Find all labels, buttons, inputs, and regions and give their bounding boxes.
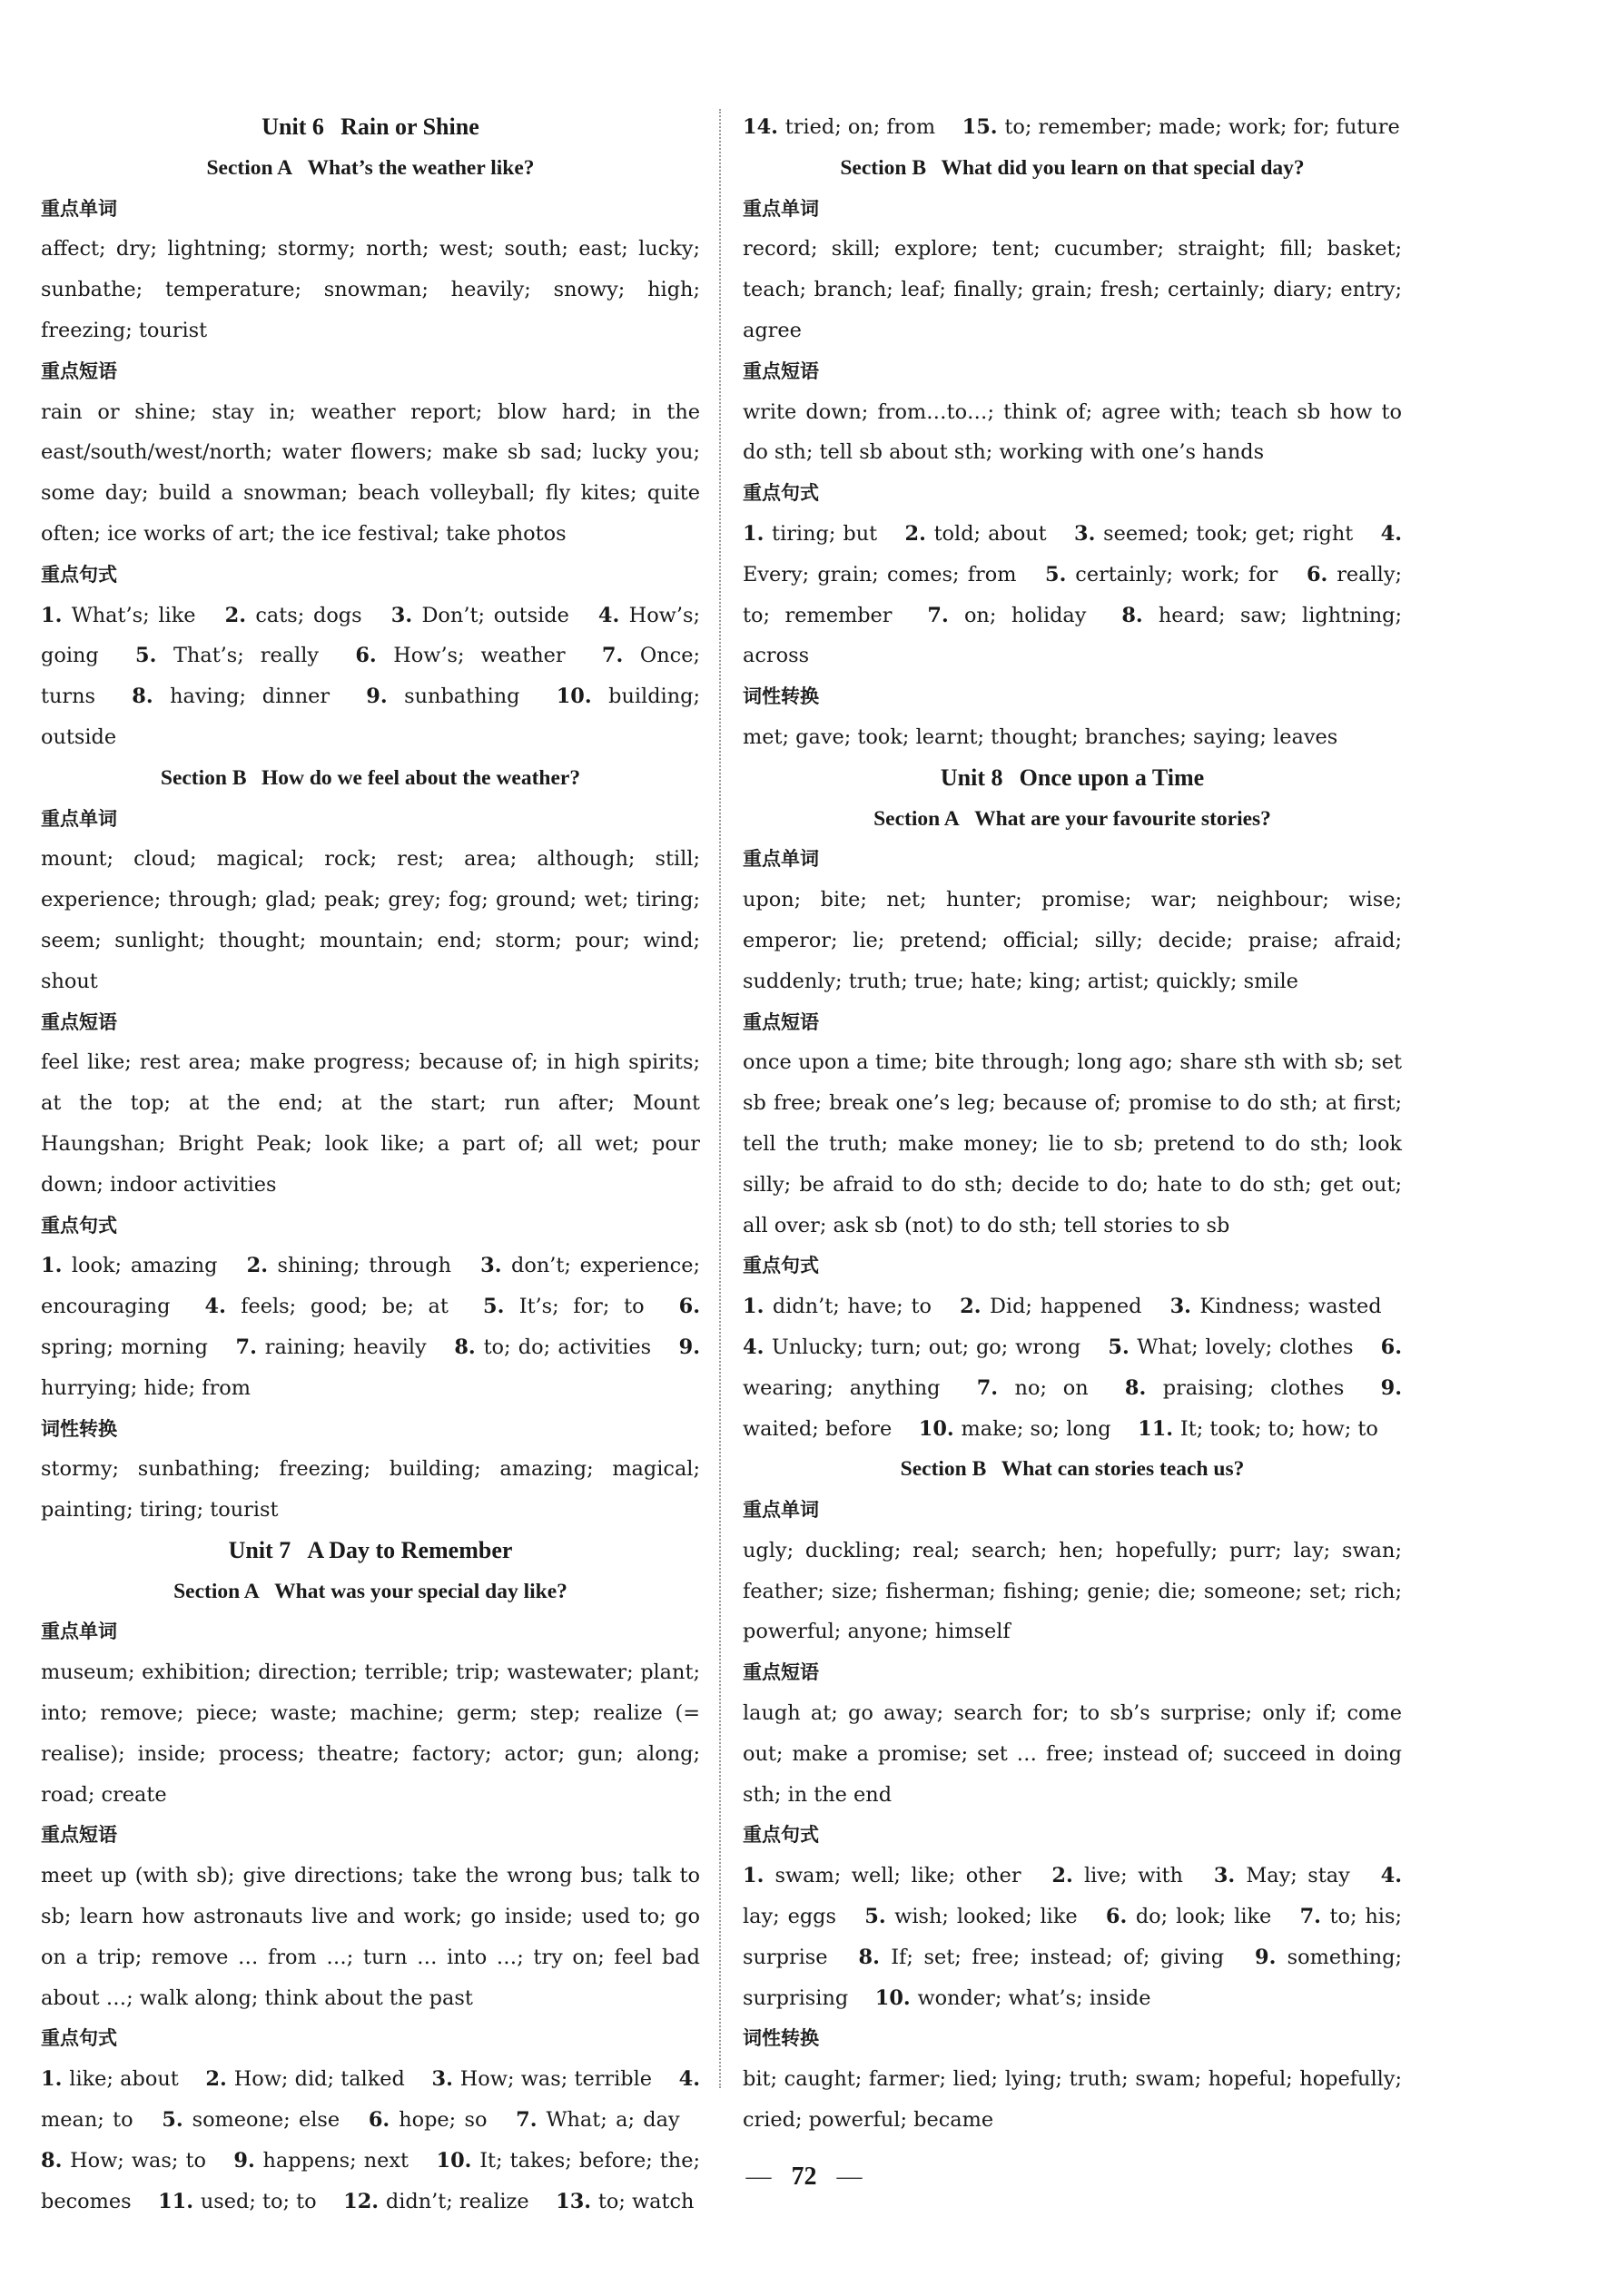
sentence-answer [236,1335,427,1359]
sentence-answer-text: If; set; free; instead; of; giving [891,1945,1225,1969]
sentence-answer-number: 6. [1105,1905,1136,1929]
sentence-answer-number: 5. [162,2108,192,2133]
sentence-answer [743,1335,1080,1359]
sentence-answer-text: tried; on; from [784,115,936,139]
sentence-answer-number: 5. [482,1295,519,1319]
sentence-answer-text: seemed; took; get; right [1103,521,1354,546]
sentence-answer-number: 3. [1169,1295,1200,1319]
sentence-answer [162,2108,340,2132]
key-sentences-list [41,2059,700,2222]
word-conversion-label: 词性转换 [743,2027,819,2050]
key-phrases-text: meet up (with sb); give directions; take the wrong bus; talk to sb; learn how astronauts live and work; go inside; used to; go on a trip; remove … from …; turn … into …; try on; feel bad about …; walk along; think about the past [41,1864,700,2010]
sentence-answer-number: 4. [678,2067,701,2092]
key-words-text: affect; dry; lightning; stormy; north; west; south; east; lucky; sunbathe; temperature; snowman; heavily; snowy; high; freezing; tourist [41,237,700,342]
unit-8-section-a-title: Section A What are your favourite stories? [873,806,1271,831]
sentence-answer-number: 9. [233,2148,263,2173]
sentence-answer-number: 7. [976,1375,1015,1400]
sentence-answer-number: 6. [368,2108,400,2133]
sentence-answer [1108,1335,1353,1359]
sentence-answer-number: 3. [480,1254,511,1278]
sentence-answer-text: no; on [1014,1375,1089,1400]
sentence-answer-number: 12. [343,2189,386,2213]
sentence-answer-number: 6. [1380,1335,1403,1359]
sentence-answer-text: Unlucky; turn; out; go; wrong [771,1335,1081,1359]
sentence-answer [41,2067,179,2091]
sentence-answer-text: like; about [69,2067,179,2092]
sentence-answer [1214,1864,1350,1887]
left-column [41,107,700,2222]
sentence-answer-text: didn’t; have; to [772,1295,932,1319]
key-phrases-label: 重点短语 [743,1010,819,1033]
sentence-answer-number: 6. [355,644,394,668]
sentence-answer [366,685,519,708]
sentence-answer [905,522,1047,546]
word-conversion-label: 词性转换 [41,1417,117,1440]
sentence-answer-number: 1. [743,1864,775,1888]
key-sentences-label: 重点句式 [743,1255,819,1277]
key-phrases-text: laugh at; go away; search for; to sb’s surprise; only if; come out; make a promise; set … free; instead of; succeed in doing sth; in the end [743,1701,1402,1807]
key-words-label: 重点单词 [41,807,117,830]
key-sentences-list-continued [743,107,1402,148]
sentence-answer [743,115,935,139]
key-words-label: 重点单词 [743,197,819,220]
sentence-answer [919,1417,1111,1441]
sentence-answer-number: 4. [1380,1864,1403,1888]
sentence-answer-number: 9. [1255,1945,1287,1969]
sentence-answer [205,2067,404,2091]
right-column [743,107,1402,2141]
key-phrases-label: 重点短语 [41,1824,117,1847]
key-words-text: museum; exhibition; direction; terrible; trip; wastewater; plant; into; remove; piece; waste; machine; germ; step; realize (= realise); inside; process; theatre; factory; actor; gun; along; road; create [41,1660,700,1807]
sentence-answer-text: to; do; activities [483,1335,652,1359]
sentence-answer [516,2108,679,2132]
sentence-answer-text: mean; to [41,2108,133,2133]
sentence-answer [1170,1295,1382,1318]
key-words-text: ugly; duckling; real; search; hen; hopefully; purr; lay; swan; feather; size; fisherman; fishing; genie; die; someone; set; rich; powerful; anyone; himself [743,1538,1402,1644]
sentence-answer-number: 2. [205,2067,234,2092]
sentence-answer [391,604,569,627]
column-divider [719,109,721,2088]
sentence-answer-text: live; with [1083,1864,1183,1888]
sentence-answer-text: How’s; going [41,603,700,668]
sentence-answer-number: 1. [743,521,773,546]
sentence-answer [977,1376,1089,1400]
unit-8-section-b-title: Section B What can stories teach us? [900,1457,1245,1482]
sentence-answer-number: 1. [41,1254,72,1278]
sentence-answer-text: didn’t; realize [385,2189,529,2213]
sentence-answer-number: 9. [678,1335,701,1359]
sentence-answer-text: Don’t; outside [421,603,569,627]
sentence-answer-text: happens; next [262,2148,409,2173]
key-sentences-label: 重点句式 [41,2027,117,2050]
word-conversion-label: 词性转换 [743,685,819,708]
sentence-answer [355,644,565,667]
sentence-answer-text: Once; turns [41,644,700,709]
sentence-answer [225,604,362,627]
sentence-answer-number: 7. [235,1335,265,1359]
sentence-answer [927,604,1086,627]
sentence-answer-number: 3. [1074,521,1104,546]
key-sentences-list [41,596,700,758]
sentence-answer-number: 8. [1124,1375,1163,1400]
sentence-answer-number: 8. [454,1335,484,1359]
sentence-answer [556,2190,694,2213]
sentence-answer [875,1986,1151,2010]
sentence-answer-number: 4. [1380,521,1402,546]
sentence-answer-number: 6. [678,1295,701,1319]
key-sentences-label: 重点句式 [41,563,117,586]
sentence-answer-text: something; surprising [743,1945,1402,2010]
sentence-answer-text: Every; grain; comes; from [743,562,1017,586]
key-words-label: 重点单词 [743,848,819,871]
sentence-answer-text: What’s; like [71,603,196,627]
word-conversion-text: bit; caught; farmer; lied; lying; truth; swam; hopeful; hopefully; cried; powerful; became [743,2067,1402,2133]
key-sentences-list [743,1856,1402,2018]
sentence-answer-number: 7. [1299,1905,1330,1929]
sentence-answer-number: 10. [918,1416,962,1441]
sentence-answer-text: wish; looked; like [894,1905,1078,1929]
sentence-answer-text: tiring; but [772,521,878,546]
unit-8-title: Unit 8 Once upon a Time [940,764,1205,791]
sentence-answer [962,115,1400,139]
sentence-answer-text: wonder; what’s; inside [917,1986,1151,2010]
sentence-answer-number: 15. [962,115,1005,139]
sentence-answer-text: feels; good; be; at [241,1295,449,1319]
sentence-answer-text: swam; well; like; other [774,1864,1021,1888]
unit-7-title: Unit 7 A Day to Remember [228,1536,513,1563]
sentence-answer-text: What; a; day [546,2108,680,2133]
sentence-answer-number: 3. [431,2067,460,2092]
sentence-answer-text: raining; heavily [264,1335,427,1359]
sentence-answer-number: 10. [556,685,609,709]
key-phrases-label: 重点短语 [743,360,819,382]
sentence-answer-text: praising; clothes [1162,1375,1345,1400]
sentence-answer-number: 2. [904,521,934,546]
key-phrases-label: 重点短语 [743,1661,819,1684]
sentence-answer-text: spring; morning [41,1335,208,1359]
sentence-answer-number: 7. [927,603,964,627]
sentence-answer-number: 2. [960,1295,990,1319]
sentence-answer [454,1335,651,1359]
sentence-answer-number: 2. [224,603,256,627]
sentence-answer-number: 8. [132,685,171,709]
sentence-answer-text: to; watch [597,2189,695,2213]
key-sentences-list [41,1246,700,1408]
sentence-answer [158,2190,317,2213]
key-phrases-label: 重点短语 [41,360,117,382]
sentence-answer-text: used; to; to [200,2189,317,2213]
key-phrases-text: rain or shine; stay in; weather report; blow hard; in the east/south/west/north; water flowers; make sb sad; lucky you; some day; build a snowman; beach volleyball; fly kites; quite often; ice works of art; the ice festival; take photos [41,399,700,546]
sentence-answer [859,1946,1224,1969]
sentence-answer-number: 10. [436,2148,480,2173]
sentence-answer-number: 9. [366,685,405,709]
key-phrases-text: once upon a time; bite through; long ago; share sth with sb; set sb free; break one’s leg; because of; promise to do sth; at first; tell the truth; make money; lie to sb; pretend to do sth; look silly; be afraid to do sth; decide to do; hate to do sth; get out; all over; ask sb (not) to do sth; tell stories to sb [743,1050,1402,1237]
sentence-answer-text: look; amazing [71,1254,218,1278]
sentence-answer-number: 5. [1108,1335,1138,1359]
key-words-text: record; skill; explore; tent; cucumber; straight; fill; basket; teach; branch; leaf; finally; grain; fresh; certainly; diary; entry; agree [743,237,1402,342]
sentence-answer-text: don’t; experience; encouraging [41,1254,700,1319]
sentence-answer-number: 14. [743,115,785,139]
sentence-answer-number: 4. [204,1295,242,1319]
key-phrases-label: 重点短语 [41,1010,117,1033]
sentence-answer-text: waited; before [743,1416,893,1441]
sentence-answer-number: 4. [743,1335,772,1359]
sentence-answer-text: make; so; long [961,1416,1111,1441]
word-conversion-text: met; gave; took; learnt; thought; branches; saying; leaves [743,724,1338,749]
sentence-answer [1074,522,1353,546]
sentence-answer-text: It; took; to; how; to [1179,1416,1378,1441]
sentence-answer [743,1864,1021,1887]
sentence-answer [960,1295,1141,1318]
key-words-label: 重点单词 [743,1499,819,1522]
sentence-answer-number: 9. [1380,1375,1402,1400]
sentence-answer-number: 5. [1045,562,1076,586]
key-sentences-label: 重点句式 [41,1214,117,1237]
sentence-answer-text: What; lovely; clothes [1137,1335,1354,1359]
sentence-answer-text: Did; happened [989,1295,1142,1319]
unit-7-section-a-title: Section A What was your special day like? [173,1579,567,1603]
page-number: — 72 — [745,2163,863,2191]
key-sentences-label: 重点句式 [743,1824,819,1847]
sentence-answer-number: 3. [390,603,422,627]
sentence-answer-text: It’s; for; to [518,1295,645,1319]
sentence-answer-text: sunbathing [404,685,520,709]
sentence-answer-number: 13. [556,2189,598,2213]
sentence-answer [132,685,330,708]
key-phrases-text: write down; from…to…; think of; agree with; teach sb how to do sth; tell sb about sth; working with one’s hands [743,399,1402,465]
sentence-answer [247,1254,451,1277]
word-conversion-text: stormy; sunbathing; freezing; building; amazing; magical; painting; tiring; tourist [41,1457,700,1522]
key-sentences-list [743,514,1402,676]
sentence-answer-text: May; stay [1246,1864,1350,1888]
sentence-answer-text: Kindness; wasted [1199,1295,1382,1319]
sentence-answer-number: 11. [1138,1416,1180,1441]
sentence-answer-number: 4. [597,603,629,627]
sentence-answer-number: 6. [1306,562,1337,586]
sentence-answer-text: do; look; like [1135,1905,1272,1929]
sentence-answer-number: 1. [41,603,72,627]
sentence-answer-text: on; holiday [963,603,1087,627]
sentence-answer-text: heard; saw; lightning; across [743,603,1402,668]
sentence-answer-number: 2. [1051,1864,1084,1888]
sentence-answer [205,1295,449,1318]
key-words-text: upon; bite; net; hunter; promise; war; neighbour; wise; emperor; lie; pretend; official; silly; decide; praise; afraid; suddenly; truth; true; hate; king; artist; quickly; smile [743,888,1402,993]
sentence-answer [41,1254,217,1277]
unit-6-section-a-title: Section A What’s the weather like? [206,155,535,180]
sentence-answer [1051,1864,1183,1887]
sentence-answer-number: 5. [864,1905,895,1929]
sentence-answer-text: building; outside [41,685,701,749]
key-words-text: mount; cloud; magical; rock; rest; area; although; still; experience; through; glad; peak; grey; fog; ground; wet; tiring; seem; sunlight; thought; mountain; end; storm; pour; wind; shout [41,847,700,993]
sentence-answer-text: told; about [933,521,1047,546]
sentence-answer-number: 7. [516,2108,547,2133]
sentence-answer-text: shining; through [277,1254,451,1278]
sentence-answer [432,2067,653,2091]
unit-6-title: Unit 6 Rain or Shine [261,113,479,140]
sentence-answer [1138,1417,1378,1441]
sentence-answer-text: How; did; talked [233,2067,405,2092]
sentence-answer-text: to; his; surprise [743,1905,1403,1969]
sentence-answer-number: 8. [858,1945,892,1969]
unit-6-section-b-title: Section B How do we feel about the weather? [160,765,581,790]
sentence-answer-text: lay; eggs [743,1905,836,1929]
sentence-answer [1045,563,1278,586]
sentence-answer-text: having; dinner [170,685,330,709]
sentence-answer-text: to; remember; made; work; for; future [1004,115,1400,139]
sentence-answer [1125,1376,1345,1400]
sentence-answer-number: 1. [743,1295,773,1319]
sentence-answer-number: 8. [41,2148,71,2173]
sentence-answer-text: cats; dogs [255,603,362,627]
key-phrases-text: feel like; rest area; make progress; because of; in high spirits; at the top; at the end; at the start; run after; Mount Haungshan; Bright Peak; look like; a part of; all wet; pour down; indoor activities [41,1050,700,1197]
sentence-answer [369,2108,488,2132]
sentence-answer [343,2190,528,2213]
sentence-answer-text: It; takes; before; the; becomes [41,2148,701,2213]
sentence-answer-text: really; to; remember [743,562,1403,627]
sentence-answer [41,604,196,627]
sentence-answer [743,1295,932,1318]
page-number-dash-right: — [836,2163,863,2191]
sentence-answer-number: 11. [158,2189,201,2213]
unit-7-section-b-title: Section B What did you learn on that special day? [840,155,1305,180]
sentence-answer-text: hope; so [399,2108,488,2133]
sentence-answer-text: How’s; weather [393,644,566,668]
sentence-answer-text: certainly; work; for [1075,562,1278,586]
sentence-answer-number: 2. [246,1254,278,1278]
key-sentences-label: 重点句式 [743,482,819,505]
key-words-label: 重点单词 [41,1621,117,1643]
sentence-answer [743,522,877,546]
sentence-answer-text: someone; else [192,2108,340,2133]
key-words-label: 重点单词 [41,197,117,220]
sentence-answer-number: 8. [1121,603,1159,627]
sentence-answer [1106,1905,1271,1928]
sentence-answer-text: How; was; terrible [459,2067,653,2092]
sentence-answer-number: 7. [601,644,640,668]
sentence-answer [135,644,319,667]
sentence-answer-number: 3. [1213,1864,1247,1888]
sentence-answer-number: 5. [135,644,173,668]
page-number-dash-left: — [745,2163,772,2191]
sentence-answer-text: hurrying; hide; from [41,1375,252,1400]
sentence-answer-text: How; was; to [70,2148,206,2173]
sentence-answer-number: 1. [41,2067,70,2092]
sentence-answer [483,1295,645,1318]
key-sentences-list [743,1286,1402,1449]
sentence-answer-number: 10. [874,1986,918,2010]
sentence-answer [864,1905,1077,1928]
sentence-answer-text: wearing; anything [743,1375,941,1400]
sentence-answer-text: That’s; really [173,644,320,668]
